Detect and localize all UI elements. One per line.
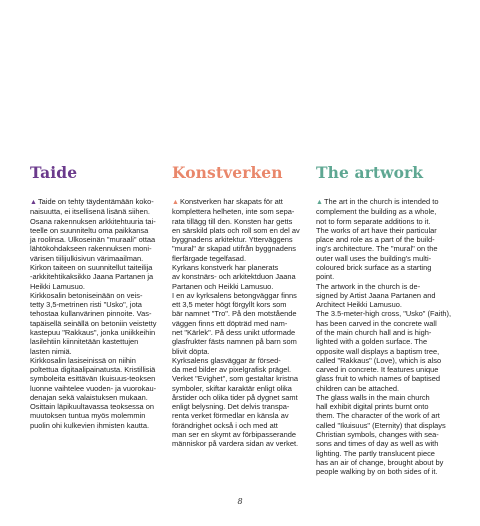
- triangle-bullet-icon: ▲: [30, 199, 37, 206]
- page-number: 8: [237, 497, 243, 506]
- column-english: [316, 165, 455, 476]
- paragraph: ▲Konstverken har skapats för att komplettera helheten, inte som sepa- rata tillägg till den. Konsten har getts en särskild plats och roll som en del av byggnadens arkitektur. Ytterväggens "mural" är skapad utifrån byggnadens flerfärgade tegelfasad.: [172, 197, 300, 263]
- paragraph: The artwork in the church is de- signed by Artist Jaana Partanen and Architect Heikki Lamusuo. The 3.5-meter-high cross, "Usko" (Faith), has been carved in the concrete wall of the main church hall and is high- lighted with a golden surface. The opposite wall displays a baptism tree, called "Rakkaus" (Love), which is also carved in concrete. It features unique glass fruit to which names of baptised children can be attached.: [316, 281, 452, 393]
- paragraph: ▲The art in the church is intended to complement the building as a whole, not to form separate additions to it. The works of art have their particular place and role as a part of the build- ing's architecture. The "mural" on the outer wall uses the building's multi- coloured brick surface as a starting point.: [316, 197, 439, 282]
- paragraph: Kirkkosalin lasiseinissä on niihin poltettua digitaalipainatusta. Kristillisiä symboleita esittävän Ikuisuus-teoksen luonne vaihtelee vuoden- ja vuorokau- denajan sekä valaistuksen mukaan. Osittain läpikuultavassa teoksessa on muutoksen tuntua myös molemmin puolin ohi kulkevien ihmisten kautta.: [30, 355, 157, 430]
- heading-taide: Taide: [30, 163, 78, 182]
- column-finnish: [30, 165, 169, 430]
- paragraph: ▲Taide on tehty täydentämään koko- naisuutta, ei itsellisenä lisänä siihen. Osana rakennuksen arkkitehtuuria tai- teelle on suunniteltu oma paikkansa ja roolinsa. Ulkoseinän "muraali" ottaa lähtökohdakseen rakennuksen moni- värisen tiilijulkisivun värimaailman. Kirkon taiteen on suunnitellut taiteilija -arkkitehtikaksikko Jaana Partanen ja Heikki Lamusuo.: [30, 197, 156, 291]
- paragraph: Kirkkosalin betoniseinään on veis- tetty 3,5-metrinen risti "Usko", jota tehostaa kullanvärinen pinnoite. Vas- tapäisellä seinällä on betoniin veistetty kastepuu "Rakkaus", jonka uniikkeihin lasilehtiin kiinnitetään kastettujen lasten nimiä.: [30, 290, 157, 356]
- heading-konstverken: Konstverken: [172, 163, 283, 182]
- heading-the-artwork: The artwork: [316, 163, 424, 182]
- triangle-bullet-icon: ▲: [172, 199, 179, 206]
- paragraph: Kyrkans konstverk har planerats av konstnärs- och arkitektduon Jaana Partanen och Heikki Lamusuo. I en av kyrksalens betongväggar finns ett 3,5 meter högt förgyllt kors som bär namnet "Tro". På den motstående väggen finns ett döpträd med nam- net "Kärlek". På dess unikt utformade glasfrukter fästs namnen på barn som blivit döpta.: [172, 262, 297, 356]
- paragraph: Kyrksalens glasväggar är försed- da med bilder av pixelgrafisk prägel. Verket "Evighet", som gestaltar kristna symboler, skiftar karaktär enligt olika årstider och olika tider på dygnet samt enligt belysning. Det delvis transpa- renta verket förmedlar en känsla av förändrighet också i och med att man ser en skymt av förbipasserande människor på vardera sidan av verket.: [172, 355, 299, 449]
- column-swedish: [172, 165, 311, 449]
- paragraph: The glass walls in the main church hall exhibit digital prints burnt onto them. The character of the work of art called "Ikuisuus" (Eternity) that displays Christian symbols, changes with sea- sons and times of day as well as with lighting. The partly translucent piece has an air of change, brought about by people walking by on both sides of it.: [316, 392, 446, 477]
- triangle-bullet-icon: ▲: [316, 199, 323, 206]
